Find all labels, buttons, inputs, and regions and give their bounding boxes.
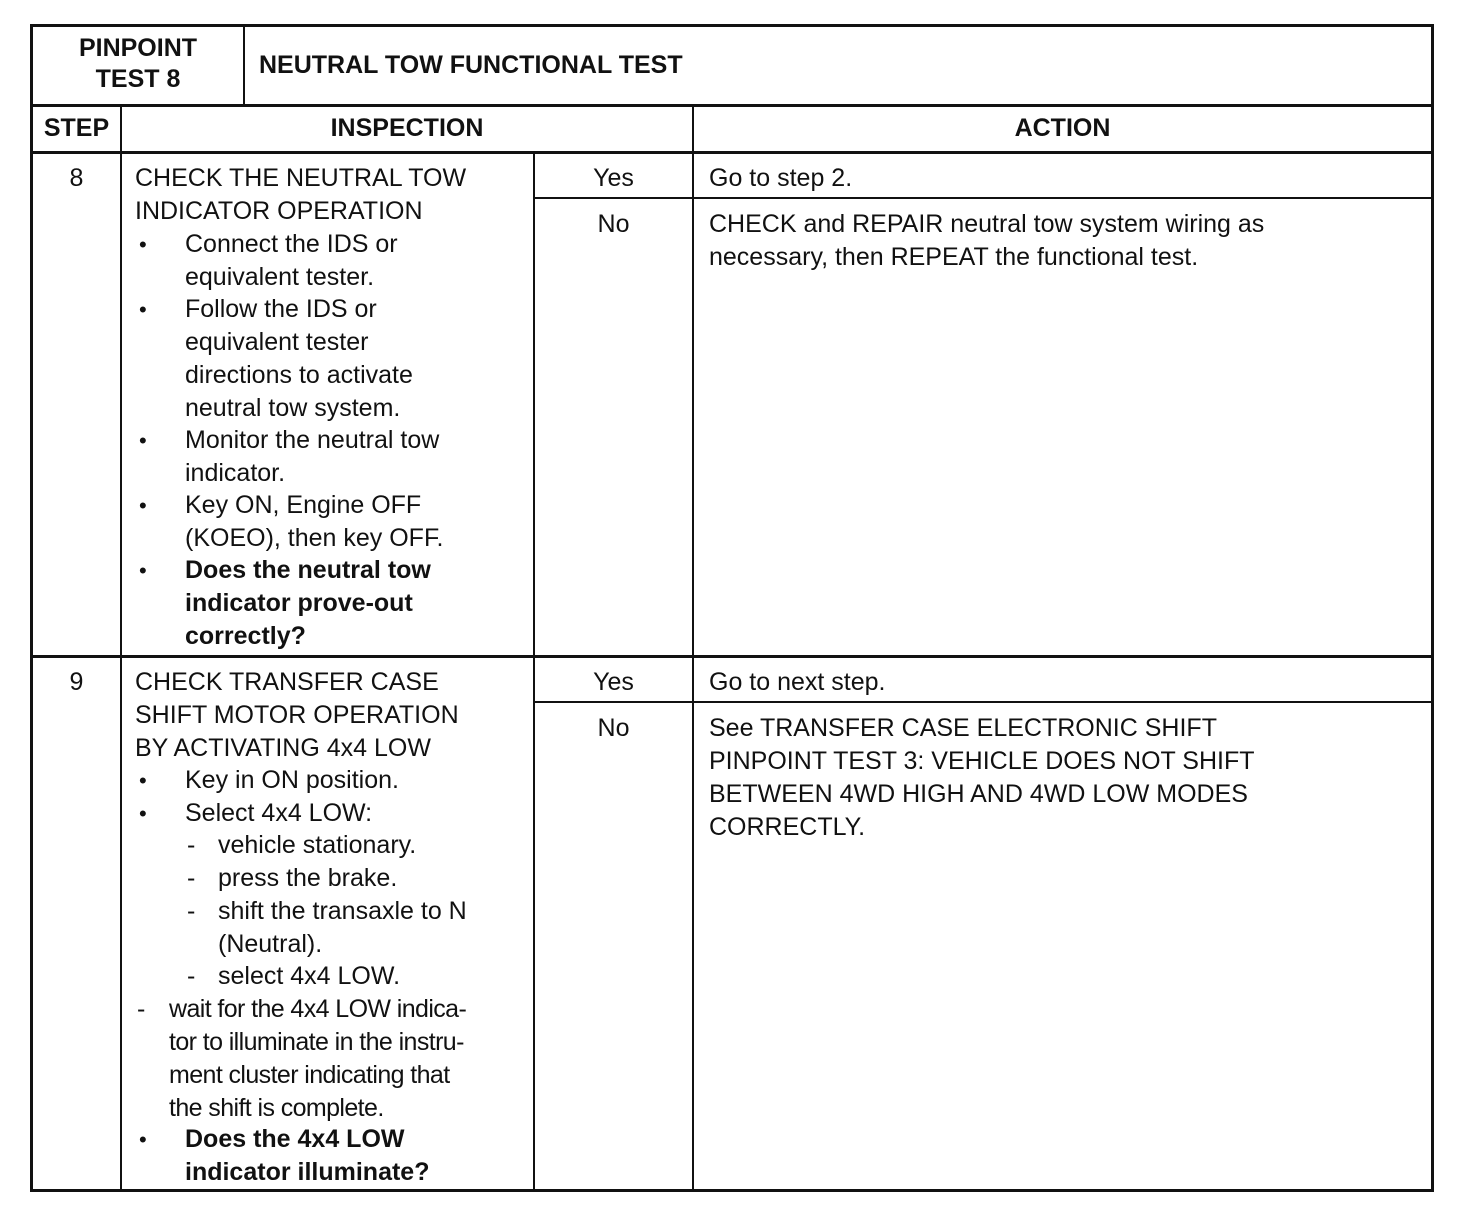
column-header-action: ACTION — [1014, 114, 1111, 142]
step-8-bullet-2 — [185, 293, 413, 425]
step-9-yes-action: Go to next step. — [709, 668, 886, 696]
step-8-bullet-2-line1: Follow the IDS or — [185, 295, 377, 323]
step-9-heading-line2: SHIFT MOTOR OPERATION — [135, 701, 459, 729]
dash-icon: - — [187, 962, 196, 990]
dash-icon: - — [187, 897, 196, 925]
pinpoint-label — [33, 33, 243, 95]
bullet-icon: • — [139, 1127, 147, 1152]
step-8-no-action — [709, 208, 1264, 274]
step-9-wait-line3: ment cluster indicating that — [169, 1061, 450, 1089]
step-8-bullet-4 — [185, 489, 443, 555]
column-header-inspection: INSPECTION — [330, 114, 484, 142]
step-8-yes-action: Go to step 2. — [709, 164, 853, 192]
step-8-no-action-line1: CHECK and REPAIR neutral tow system wiring as — [709, 210, 1265, 238]
step-9-sub-3-line1: shift the transaxle to N — [218, 897, 467, 925]
step-9-question-line2: indicator illuminate? — [185, 1158, 430, 1186]
bullet-icon: • — [139, 493, 147, 518]
bullet-icon: • — [139, 768, 147, 793]
rule-title-divider — [243, 27, 245, 105]
step-8-yes-label: Yes — [593, 164, 634, 192]
step-9-question — [185, 1123, 429, 1189]
step-8-bullet-4-line2: (KOEO), then key OFF. — [185, 524, 444, 552]
step-8-number: 8 — [69, 164, 84, 192]
step-8-bullet-3 — [185, 424, 439, 490]
step-8-bullet-1 — [185, 228, 398, 294]
step-9-sub-3-line2: (Neutral). — [218, 930, 323, 958]
column-header-step: STEP — [43, 114, 110, 142]
step-9-no-action-line2: PINPOINT TEST 3: VEHICLE DOES NOT SHIFT — [709, 747, 1255, 775]
step-9-bullet-2: Select 4x4 LOW: — [185, 799, 373, 827]
step-9-no-action-line3: BETWEEN 4WD HIGH AND 4WD LOW MODES — [709, 780, 1248, 808]
step-9-bullet-1: Key in ON position. — [185, 766, 399, 794]
rule-step-column — [120, 105, 122, 1189]
bullet-icon: • — [139, 232, 147, 257]
pinpoint-test-table — [30, 24, 1434, 1192]
step-9-number: 9 — [69, 668, 84, 696]
step-9-question-line1: Does the 4x4 LOW — [185, 1125, 405, 1153]
step-9-wait-item — [169, 993, 466, 1125]
dash-icon: - — [137, 995, 146, 1023]
step-8-question-line2: indicator prove-out — [185, 589, 413, 617]
step-9-sub-2: press the brake. — [218, 864, 398, 892]
step-8-bullet-2-line2: equivalent tester — [185, 328, 369, 356]
rule-inspection-action — [692, 105, 694, 1189]
bullet-icon: • — [139, 428, 147, 453]
step-9-no-label: No — [597, 714, 630, 742]
step-8-no-action-line2: necessary, then REPEAT the functional test. — [709, 243, 1199, 271]
step-8-bullet-1-line2: equivalent tester. — [185, 263, 375, 291]
step-8-question — [185, 554, 431, 653]
step-8-bullet-2-line4: neutral tow system. — [185, 394, 401, 422]
step-8-bullet-2-line3: directions to activate — [185, 361, 413, 389]
step-9-wait-line1: wait for the 4x4 LOW indica- — [169, 995, 467, 1023]
step-8-heading-line1: CHECK THE NEUTRAL TOW — [135, 164, 467, 192]
step-8-heading — [135, 162, 466, 228]
step-8-no-label: No — [597, 210, 630, 238]
step-9-sub-4: select 4x4 LOW. — [218, 962, 401, 990]
step-9-no-action-line4: CORRECTLY. — [709, 813, 866, 841]
step-9-wait-line4: the shift is complete. — [169, 1094, 384, 1122]
pinpoint-label-line2: TEST 8 — [95, 65, 181, 93]
step-8-bullet-3-line2: indicator. — [185, 459, 286, 487]
rule-below-column-headers — [33, 151, 1431, 154]
step-9-heading-line3: BY ACTIVATING 4x4 LOW — [135, 734, 431, 762]
step-9-no-action — [709, 712, 1255, 844]
step-8-bullet-1-line1: Connect the IDS or — [185, 230, 398, 258]
bullet-icon: • — [139, 801, 147, 826]
step-8-question-line3: correctly? — [185, 622, 306, 650]
step-9-heading — [135, 666, 459, 765]
step-8-heading-line2: INDICATOR OPERATION — [135, 197, 423, 225]
step-8-question-line1: Does the neutral tow — [185, 556, 431, 584]
dash-icon: - — [187, 864, 196, 892]
step-9-wait-line2: tor to illuminate in the instru- — [169, 1028, 464, 1056]
bullet-icon: • — [139, 297, 147, 322]
rule-step8-yes-no — [533, 197, 1431, 199]
rule-step9-yes-no — [533, 701, 1431, 703]
dash-icon: - — [187, 831, 196, 859]
step-9-no-action-line1: See TRANSFER CASE ELECTRONIC SHIFT — [709, 714, 1217, 742]
step-8-bullet-4-line1: Key ON, Engine OFF — [185, 491, 422, 519]
step-9-sub-3 — [218, 895, 467, 961]
rule-between-steps — [33, 655, 1431, 658]
page-title: NEUTRAL TOW FUNCTIONAL TEST — [259, 51, 683, 79]
step-9-sub-1: vehicle stationary. — [218, 831, 417, 859]
step-8-bullet-3-line1: Monitor the neutral tow — [185, 426, 440, 454]
pinpoint-label-line1: PINPOINT — [78, 34, 198, 62]
bullet-icon: • — [139, 558, 147, 583]
step-9-heading-line1: CHECK TRANSFER CASE — [135, 668, 439, 696]
step-9-yes-label: Yes — [593, 668, 634, 696]
